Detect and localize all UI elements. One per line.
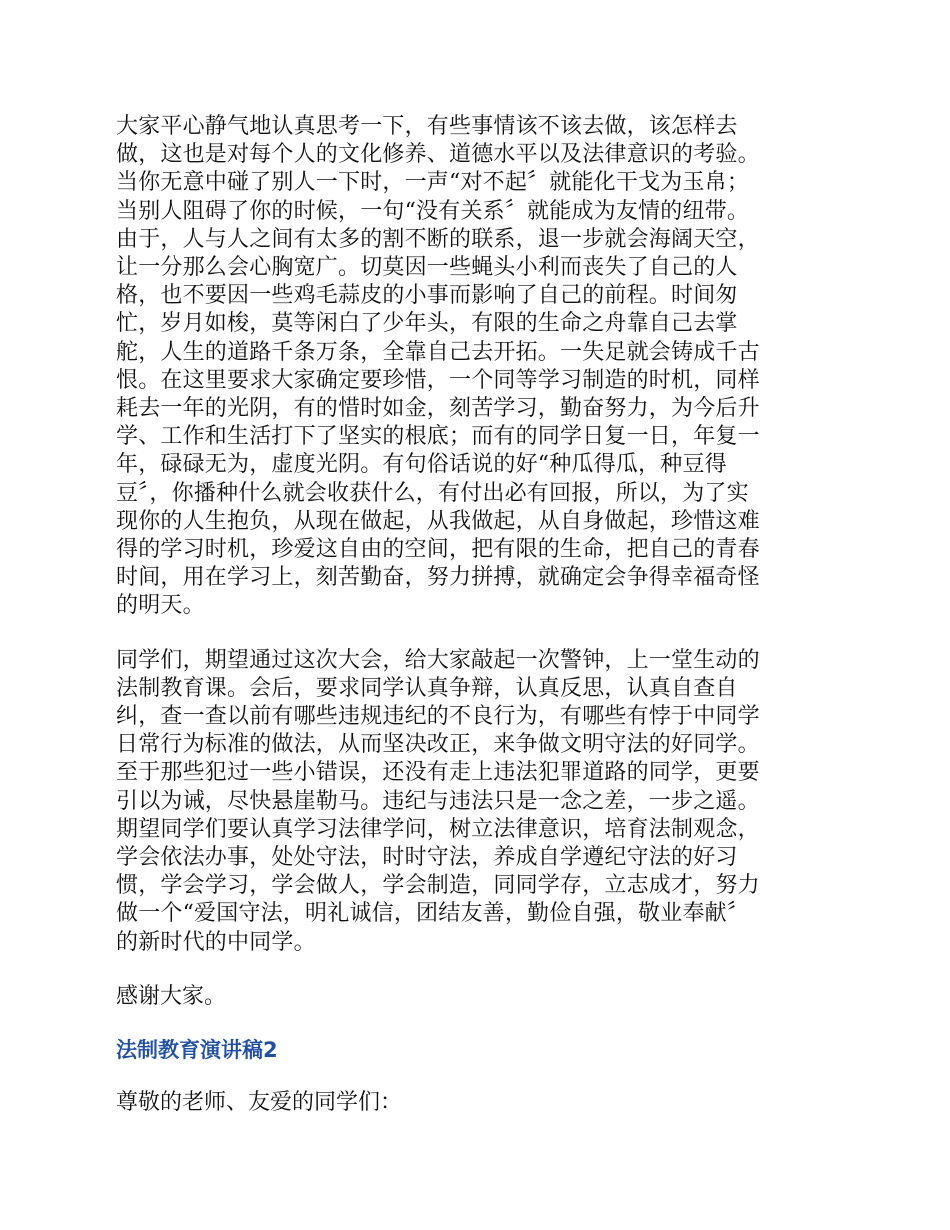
paragraph-line: 当你无意中碰了别人一下时，一声“对不起〞就能化干戈为玉帛；	[116, 170, 750, 196]
paragraph-2	[116, 647, 836, 957]
paragraph-line: 年，碌碌无为，虚度光阴。有句俗话说的好“种瓜得瓜，种豆得	[116, 452, 727, 478]
paragraph-line: 惯，学会学习，学会做人，学会制造，同同学存，立志成才，努力	[116, 873, 760, 899]
paragraph-line: 的明天。	[116, 593, 205, 619]
paragraph-line: 引以为诫，尽快悬崖勒马。违纪与违法只是一念之差，一步之遥。	[116, 788, 760, 814]
paragraph-line: 做，这也是对每个人的文化修养、道德水平以及法律意识的考验。	[116, 142, 760, 168]
paragraph-line: 现你的人生抱负，从现在做起，从我做起，从自身做起，珍惜这难	[116, 508, 760, 534]
paragraph-line: 大家平心静气地认真思考一下，有些事情该不该去做，该怎样去	[116, 114, 738, 139]
paragraph-line: 日常行为标准的做法，从而坚决改正，来争做文明守法的好同学。	[116, 732, 760, 758]
paragraph-line: 学会依法办事，处处守法，时时守法，养成自学遵纪守法的好习	[116, 845, 738, 871]
paragraph-1	[116, 113, 836, 621]
paragraph-4: 尊敬的老师、友爱的同学们：	[116, 1090, 403, 1116]
paragraph-line: 格，也不要因一些鸡毛蒜皮的小事而影响了自己的前程。时间匆	[116, 283, 738, 309]
document-body	[116, 113, 836, 1117]
paragraph-line: 舵，人生的道路千条万条，全靠自己去开拓。一失足就会铸成千古	[116, 339, 760, 365]
paragraph-line: 豆〞，你播种什么就会收获什么，有付出必有回报，所以，为了实	[116, 480, 749, 506]
paragraph-line: 法制教育课。会后，要求同学认真争辩，认真反思，认真自查自	[116, 675, 738, 701]
paragraph-line: 做一个“爱国守法，明礼诚信，团结友善，勤俭自强，敬业奉献〞	[116, 901, 750, 927]
paragraph-line: 恨。在这里要求大家确定要珍惜，一个同等学习制造的时机，同样	[116, 367, 760, 393]
paragraph-line: 同学们，期望通过这次大会，给大家敲起一次警钟，上一堂生动的	[116, 647, 760, 673]
paragraph-line: 的新时代的中同学。	[116, 929, 316, 955]
paragraph-3: 感谢大家。	[116, 983, 227, 1009]
paragraph-line: 纠，查一查以前有哪些违规违纪的不良行为，有哪些有悖于中同学	[116, 704, 760, 730]
paragraph-line: 期望同学们要认真学习法律学问，树立法律意识，培育法制观念，	[116, 816, 760, 842]
paragraph-line: 时间，用在学习上，刻苦勤奋，努力拼搏，就确定会争得幸福奇怪	[116, 565, 760, 591]
paragraph-line: 至于那些犯过一些小错误，还没有走上违法犯罪道路的同学，更要	[116, 760, 760, 786]
paragraph-line: 学、工作和生活打下了坚实的根底；而有的同学日复一日，年复一	[116, 424, 760, 450]
paragraph-line: 由于，人与人之间有太多的割不断的联系，退一步就会海阔天空，	[116, 226, 760, 252]
paragraph-line: 耗去一年的光阴，有的惜时如金，刻苦学习，勤奋努力，为今后升	[116, 396, 760, 422]
paragraph-line: 得的学习时机，珍爱这自由的空间，把有限的生命，把自己的青春	[116, 537, 760, 563]
paragraph-line: 当别人阻碍了你的时候，一句“没有关系〞就能成为友情的纽带。	[116, 198, 750, 224]
paragraph-line: 忙，岁月如梭，莫等闲白了少年头，有限的生命之舟靠自己去掌	[116, 311, 738, 337]
section-heading: 法制教育演讲稿2	[116, 1038, 278, 1063]
paragraph-line: 让一分那么会心胸宽广。切莫因一些蝇头小利而丧失了自己的人	[116, 255, 738, 281]
